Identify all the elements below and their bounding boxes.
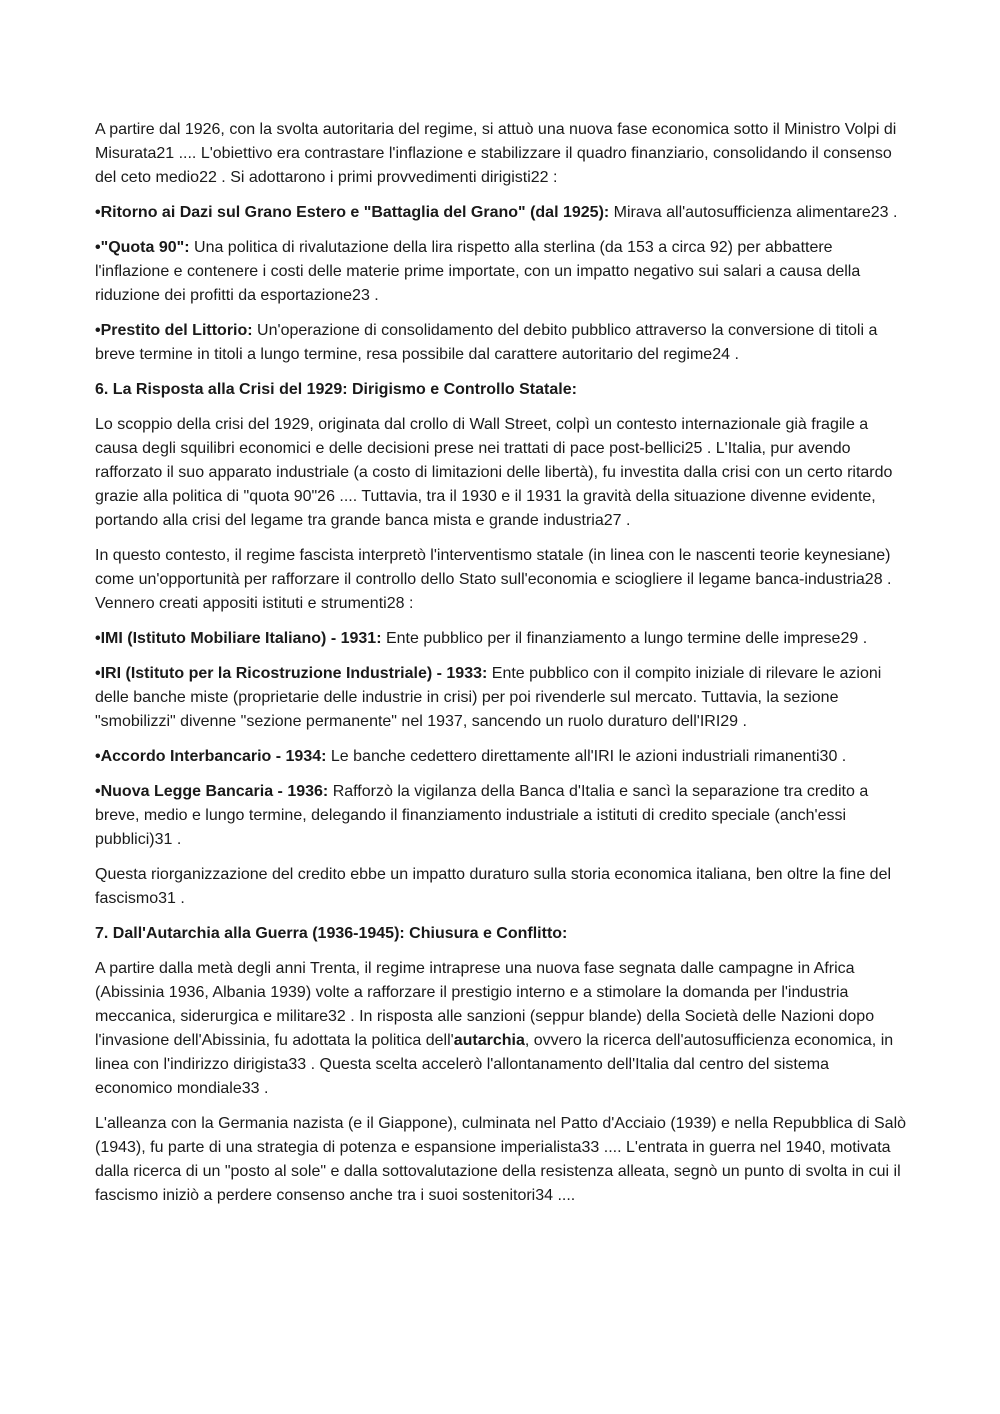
bullet-text: Una politica di rivalutazione della lira rispetto alla sterlina (da 153 a circa 92) per abbattere l'inflazione e contenere i costi delle materie prime importate, con un impatto negativo sui salari a causa della riduzione dei profitti da esportazione23 . (95, 239, 861, 304)
paragraph-autarchy (95, 957, 910, 1101)
bullet-iri (95, 662, 910, 734)
bullet-text: Rafforzò la vigilanza della Banca d'Italia e sancì la separazione tra credito a breve, medio e lungo termine, delegando il finanziamento industriale a istituti di credito speciale (anch'essi pubblici)31 . (95, 783, 869, 848)
section-heading-7: 7. Dall'Autarchia alla Guerra (1936-1945): Chiusura e Conflitto: (95, 925, 568, 942)
bullet-littorio-loan (95, 319, 910, 367)
bullet-grain-tariffs (95, 201, 910, 225)
bullet-quota-90 (95, 236, 910, 308)
document-page (95, 118, 910, 1219)
bullet-text: Mirava all'autosufficienza alimentare23 . (609, 204, 898, 221)
bullet-label: •IRI (Istituto per la Ricostruzione Industriale) - 1933: (95, 665, 488, 682)
paragraph-text: , ovvero la ricerca dell'autosufficienza economica, in linea con l'indirizzo dirigista33 . Questa scelta accelerò l'allontanamento dell'Italia dal centro del sistema economico mondiale33 . (95, 1032, 894, 1097)
bullet-text: Un'operazione di consolidamento del debito pubblico attraverso la conversione di titoli a breve termine in titoli a lungo termine, resa possibile dal carattere autoritario del regime24 . (95, 322, 878, 363)
paragraph-crisis-1929: Lo scoppio della crisi del 1929, originata dal crollo di Wall Street, colpì un contesto internazionale già fragile a causa degli squilibri economici e delle decisioni prese nei trattati di pace post-bellici25 . L'Italia, pur avendo rafforzato il suo apparato industriale (a costo di limitazioni delle libertà), fu investita dalla crisi con un certo ritardo grazie alla politica di "quota 90"26 .... Tuttavia, tra il 1930 e il 1931 la gravità della situazione divenne evidente, portando alla crisi del legame tra grande banca mista e grande industria27 . (95, 416, 893, 529)
bullet-imi (95, 627, 910, 651)
bullet-text: Ente pubblico per il finanziamento a lungo termine delle imprese29 . (381, 630, 868, 647)
bullet-banking-law (95, 780, 910, 852)
bullet-label: •Accordo Interbancario - 1934: (95, 748, 327, 765)
bullet-label: •Nuova Legge Bancaria - 1936: (95, 783, 329, 800)
paragraph-intro: A partire dal 1926, con la svolta autoritaria del regime, si attuò una nuova fase economica sotto il Ministro Volpi di Misurata21 .... L'obiettivo era contrastare l'inflazione e stabilizzare il quadro finanziario, consolidando il consenso del ceto medio22 . Si adottarono i primi provvedimenti dirigisti22 : (95, 121, 897, 186)
paragraph-war: L'alleanza con la Germania nazista (e il Giappone), culminata nel Patto d'Acciaio (1939) e nella Repubblica di Salò (1943), fu parte di una strategia di potenza e espansione imperialista33 .... L'entrata in guerra nel 1940, motivata dalla ricerca di un "posto al sole" e dalla sottovalutazione della resistenza alleata, segnò un punto di svolta in cui il fascismo iniziò a perdere consenso anche tra i suoi sostenitori34 .... (95, 1115, 907, 1204)
paragraph-credit-reorganization: Questa riorganizzazione del credito ebbe un impatto duraturo sulla storia economica italiana, ben oltre la fine del fascismo31 . (95, 866, 892, 907)
bullet-text: Le banche cedettero direttamente all'IRI le azioni industriali rimanenti30 . (326, 748, 847, 765)
bullet-label: •Ritorno ai Dazi sul Grano Estero e "Battaglia del Grano" (dal 1925): (95, 204, 610, 221)
bullet-text: Ente pubblico con il compito iniziale di rilevare le azioni delle banche miste (proprietarie delle industrie in crisi) per poi rivenderle sul mercato. Tuttavia, la sezione "smobilizzi" divenne "sezione permanente" nel 1937, sancendo un ruolo duraturo dell'IRI29 . (95, 665, 882, 730)
section-heading-6: 6. La Risposta alla Crisi del 1929: Dirigismo e Controllo Statale: (95, 381, 577, 398)
bullet-label: •"Quota 90": (95, 239, 190, 256)
paragraph-text: A partire dalla metà degli anni Trenta, il regime intraprese una nuova fase segnata dalle campagne in Africa (Abissinia 1936, Albania 1939) volte a rafforzare il prestigio interno e a stimolare la domanda per l'industria meccanica, siderurgica e militare32 . In risposta alle sanzioni (seppur blande) della Società delle Nazioni dopo l'invasione dell'Abissinia, fu adottata la politica dell' (95, 960, 875, 1049)
bullet-label: •Prestito del Littorio: (95, 322, 253, 339)
bullet-interbank-agreement (95, 745, 910, 769)
paragraph-interventionism: In questo contesto, il regime fascista interpretò l'interventismo statale (in linea con le nascenti teorie keynesiane) come un'opportunità per rafforzare il controllo dello Stato sull'economia e sciogliere il legame banca-industria28 . Vennero creati appositi istituti e strumenti28 : (95, 547, 892, 612)
bold-term-autarchia: autarchia (453, 1032, 525, 1049)
bullet-label: •IMI (Istituto Mobiliare Italiano) - 1931: (95, 630, 382, 647)
